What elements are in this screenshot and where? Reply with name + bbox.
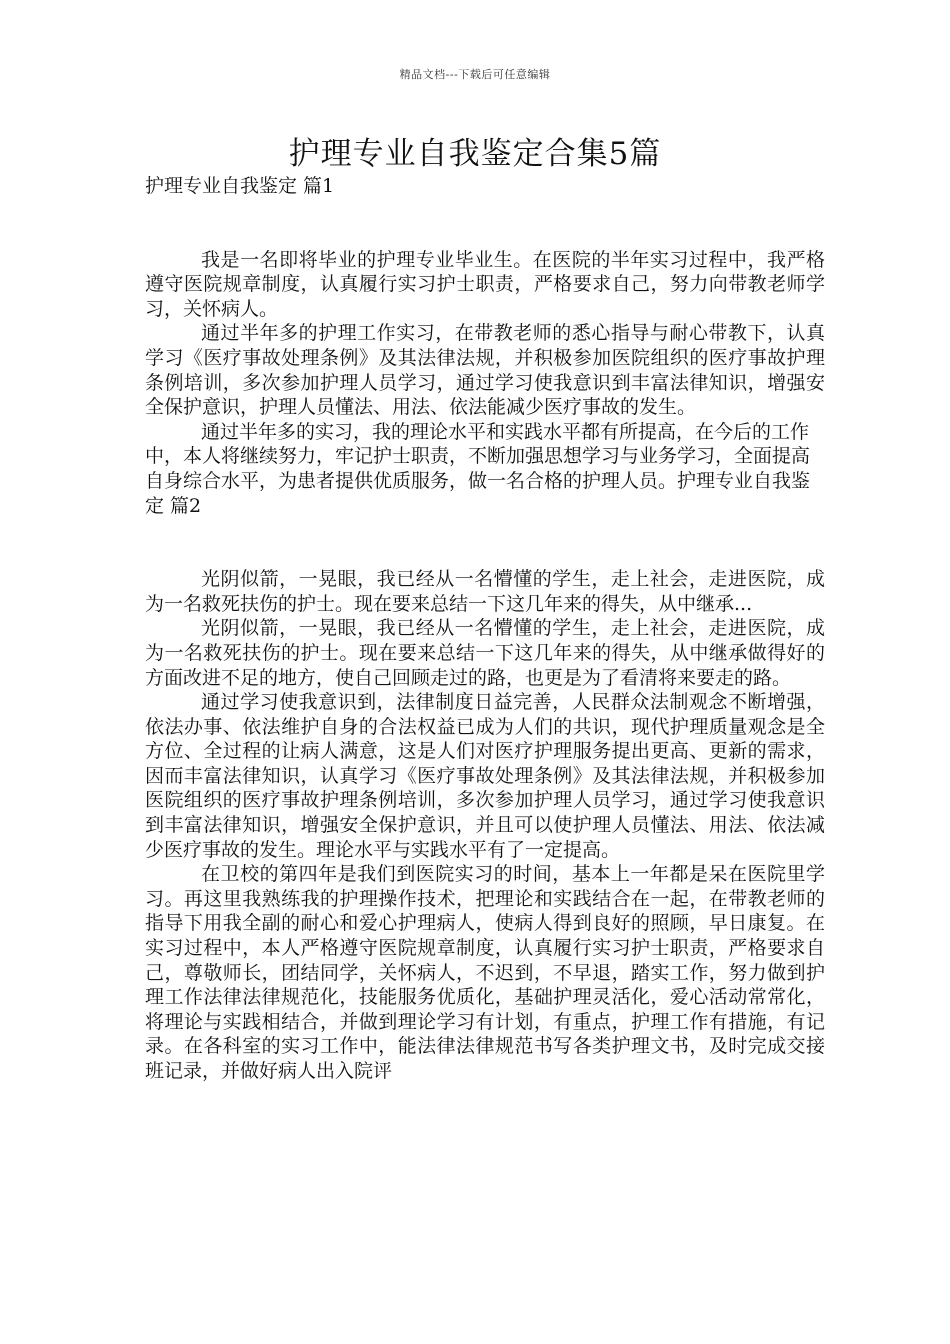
section-heading-1: 护理专业自我鉴定 篇1 <box>145 175 335 197</box>
paragraph: 我是一名即将毕业的护理专业毕业生。在医院的半年实习过程中，我严格遵守医院规章制度，认真履行实习护士职责，严格要求自己，努力向带教老师学习，关怀病人。 <box>145 248 825 320</box>
paragraph: 通过半年多的护理工作实习，在带教老师的悉心指导与耐心带教下，认真学习《医疗事故处理条例》及其法律法规，并积极参加医院组织的医疗事故护理条例培训，多次参加护理人员学习，通过学习使我意识到丰富法律知识，增强安全保护意识，护理人员懂法、用法、依法能减少医疗事故的发生。 <box>145 322 825 419</box>
paragraph <box>145 420 825 518</box>
paragraph: 通过学习使我意识到，法律制度日益完善，人民群众法制观念不断增强，依法办事、依法维护自身的合法权益已成为人们的共识，现代护理质量观念是全方位、全过程的让病人满意，这是人们对医疗护理服务提出更高、更新的需求，因而丰富法律知识，认真学习《医疗事故处理条例》及其法律法规，并积极参加医院组织的医疗事故护理条例培训，多次参加护理人员学习，通过学习使我意识到丰富法律知识，增强安全保护意识，并且可以使护理人员懂法、用法、依法减少医疗事故的发生。理论水平与实践水平有了一定提高。 <box>145 691 825 861</box>
paragraph-text: 通过半年多的实习，我的理论水平和实践水平都有所提高，在今后的工作中，本人将继续努力，牢记护士职责，不断加强思想学习与业务学习，全面提高自身综合水平，为患者提供优质服务，做一名合格的护理人员。 <box>145 420 811 492</box>
document-body <box>145 174 825 1084</box>
section-heading-2: 护理专业自我鉴定 篇2 <box>145 469 811 517</box>
paragraph: 光阴似箭，一晃眼，我已经从一名懵懂的学生，走上社会，走进医院，成为一名救死扶伤的护士。现在要来总结一下这几年来的得失，从中继承做得好的方面改进不足的地方，使自己回顾走过的路，也更是为了看清将来要走的路。 <box>145 617 825 689</box>
section-spacer <box>145 518 825 567</box>
document-title: 护理专业自我鉴定合集5篇 <box>288 136 662 172</box>
paragraph: 光阴似箭，一晃眼，我已经从一名懵懂的学生，走上社会，走进医院，成为一名救死扶伤的护士。现在要来总结一下这几年来的得失，从中继承... <box>145 568 825 615</box>
section-spacer <box>145 199 825 248</box>
header-note: 精品文档---下载后可任意编辑 <box>399 68 551 81</box>
paragraph: 在卫校的第四年是我们到医院实习的时间，基本上一年都是呆在医院里学习。再这里我熟练我的护理操作技术，把理论和实践结合在一起，在带教老师的指导下用我全副的耐心和爱心护理病人，使病人得到良好的照顾，早日康复。在实习过程中，本人严格遵守医院规章制度，认真履行实习护士职责，严格要求自己，尊敬师长，团结同学，关怀病人，不迟到，不早退，踏实工作，努力做到护理工作法律法律规范化，技能服务优质化，基础护理灵活化，爱心活动常常化，将理论与实践相结合，并做到理论学习有计划，有重点，护理工作有措施，有记录。在各科室的实习工作中，能法律法律规范书写各类护理文书，及时完成交接班记录，并做好病人出入院评 <box>145 863 825 1082</box>
